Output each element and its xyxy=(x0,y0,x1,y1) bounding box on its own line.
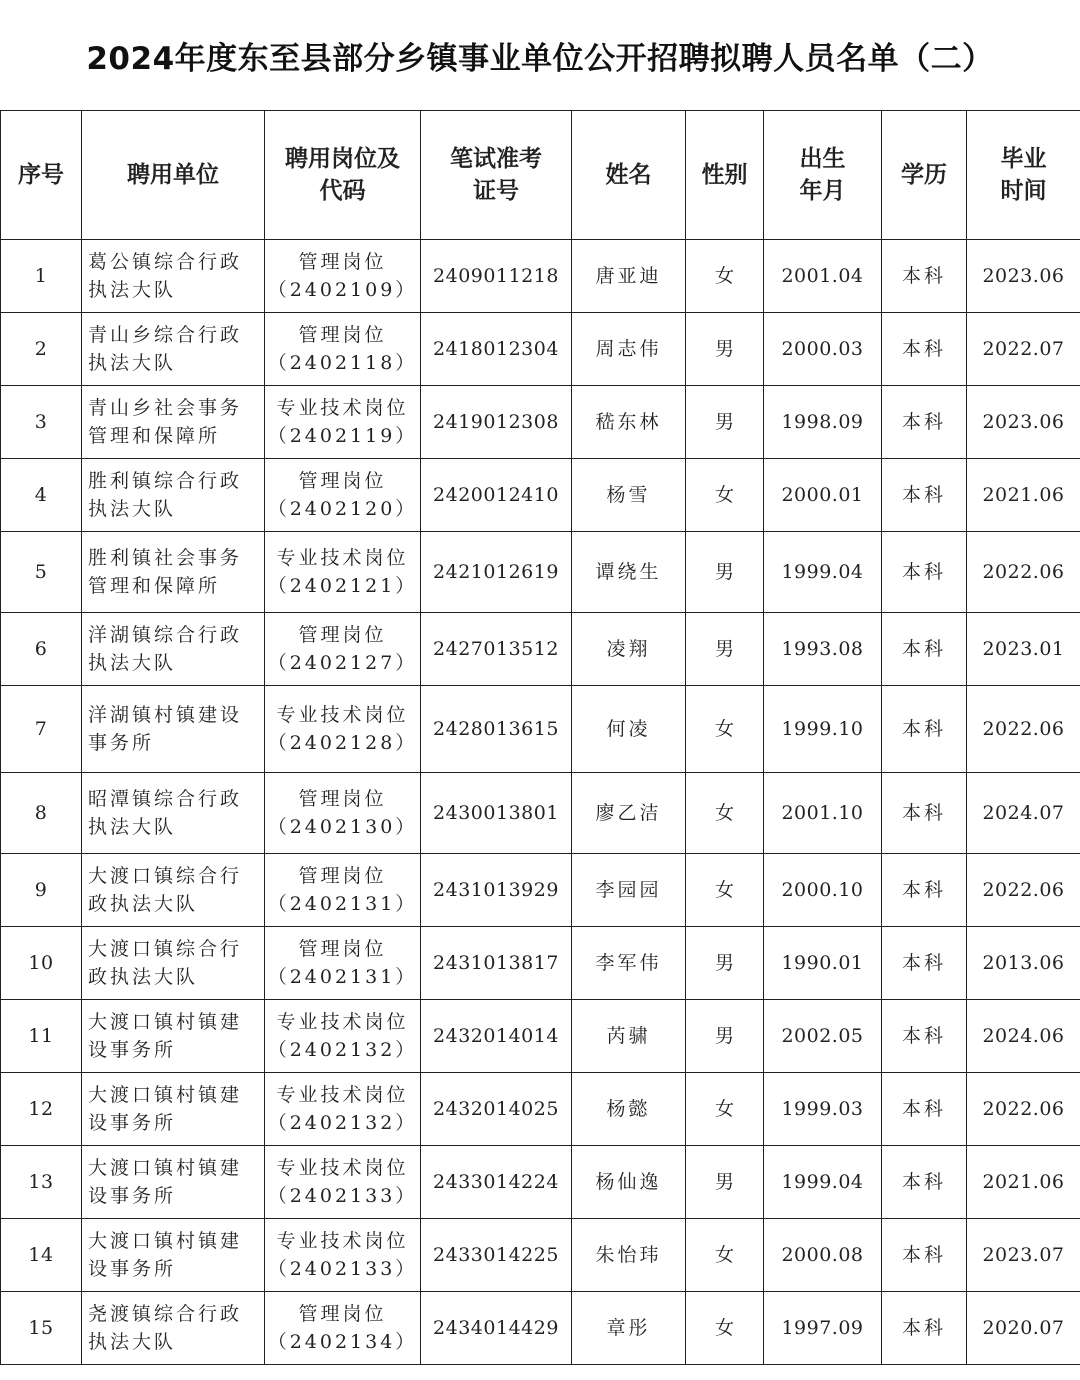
birth-cell: 2001.04 xyxy=(764,240,882,313)
graduation-cell: 2022.06 xyxy=(967,854,1080,927)
header-cell: 学历 xyxy=(882,111,967,240)
graduation-cell: 2021.06 xyxy=(967,1146,1080,1219)
education-cell: 本科 xyxy=(882,1073,967,1146)
exam-id-cell: 2419012308 xyxy=(421,386,572,459)
unit-cell: 大渡口镇综合行 政执法大队 xyxy=(82,927,265,1000)
seq-cell: 13 xyxy=(1,1146,82,1219)
name-cell: 杨懿 xyxy=(572,1073,686,1146)
table-row xyxy=(1,313,1080,386)
exam-id-cell: 2421012619 xyxy=(421,532,572,613)
name-cell: 杨仙逸 xyxy=(572,1146,686,1219)
table-header-row xyxy=(1,111,1080,240)
table-row xyxy=(1,1146,1080,1219)
gender-cell: 女 xyxy=(686,854,764,927)
seq-cell: 15 xyxy=(1,1292,82,1365)
education-cell: 本科 xyxy=(882,854,967,927)
position-cell: 管理岗位 （2402134） xyxy=(265,1292,421,1365)
position-cell: 专业技术岗位 （2402133） xyxy=(265,1219,421,1292)
graduation-cell: 2021.06 xyxy=(967,459,1080,532)
gender-cell: 男 xyxy=(686,1146,764,1219)
exam-id-cell: 2430013801 xyxy=(421,773,572,854)
name-cell: 谭绕生 xyxy=(572,532,686,613)
exam-id-cell: 2420012410 xyxy=(421,459,572,532)
page-title: 2024年度东至县部分乡镇事业单位公开招聘拟聘人员名单（二） xyxy=(86,40,994,77)
seq-cell: 8 xyxy=(1,773,82,854)
seq-cell: 1 xyxy=(1,240,82,313)
gender-cell: 男 xyxy=(686,613,764,686)
gender-cell: 女 xyxy=(686,686,764,773)
birth-cell: 2001.10 xyxy=(764,773,882,854)
gender-cell: 女 xyxy=(686,773,764,854)
seq-cell: 7 xyxy=(1,686,82,773)
graduation-cell: 2023.06 xyxy=(967,240,1080,313)
graduation-cell: 2022.07 xyxy=(967,313,1080,386)
birth-cell: 1999.10 xyxy=(764,686,882,773)
name-cell: 朱怡玮 xyxy=(572,1219,686,1292)
position-cell: 管理岗位 （2402109） xyxy=(265,240,421,313)
exam-id-cell: 2428013615 xyxy=(421,686,572,773)
education-cell: 本科 xyxy=(882,773,967,854)
exam-id-cell: 2432014025 xyxy=(421,1073,572,1146)
unit-cell: 大渡口镇村镇建 设事务所 xyxy=(82,1146,265,1219)
name-cell: 凌翔 xyxy=(572,613,686,686)
birth-cell: 1998.09 xyxy=(764,386,882,459)
education-cell: 本科 xyxy=(882,240,967,313)
education-cell: 本科 xyxy=(882,1146,967,1219)
name-cell: 周志伟 xyxy=(572,313,686,386)
seq-cell: 9 xyxy=(1,854,82,927)
position-cell: 管理岗位 （2402131） xyxy=(265,854,421,927)
unit-cell: 葛公镇综合行政 执法大队 xyxy=(82,240,265,313)
graduation-cell: 2022.06 xyxy=(967,686,1080,773)
birth-cell: 1990.01 xyxy=(764,927,882,1000)
name-cell: 廖乙洁 xyxy=(572,773,686,854)
seq-cell: 14 xyxy=(1,1219,82,1292)
unit-cell: 胜利镇社会事务 管理和保障所 xyxy=(82,532,265,613)
table-row xyxy=(1,1219,1080,1292)
name-cell: 芮骕 xyxy=(572,1000,686,1073)
education-cell: 本科 xyxy=(882,532,967,613)
graduation-cell: 2022.06 xyxy=(967,1073,1080,1146)
gender-cell: 男 xyxy=(686,532,764,613)
position-cell: 管理岗位 （2402130） xyxy=(265,773,421,854)
table-row xyxy=(1,1000,1080,1073)
education-cell: 本科 xyxy=(882,1292,967,1365)
name-cell: 章彤 xyxy=(572,1292,686,1365)
birth-cell: 2002.05 xyxy=(764,1000,882,1073)
gender-cell: 女 xyxy=(686,1292,764,1365)
table-row xyxy=(1,532,1080,613)
education-cell: 本科 xyxy=(882,613,967,686)
birth-cell: 1993.08 xyxy=(764,613,882,686)
gender-cell: 男 xyxy=(686,1000,764,1073)
personnel-table xyxy=(0,110,1080,1365)
header-cell: 聘用单位 xyxy=(82,111,265,240)
unit-cell: 大渡口镇村镇建 设事务所 xyxy=(82,1073,265,1146)
exam-id-cell: 2432014014 xyxy=(421,1000,572,1073)
name-cell: 李军伟 xyxy=(572,927,686,1000)
header-cell: 序号 xyxy=(1,111,82,240)
position-cell: 专业技术岗位 （2402121） xyxy=(265,532,421,613)
exam-id-cell: 2431013817 xyxy=(421,927,572,1000)
position-cell: 专业技术岗位 （2402132） xyxy=(265,1000,421,1073)
table-row xyxy=(1,240,1080,313)
graduation-cell: 2024.07 xyxy=(967,773,1080,854)
name-cell: 嵇东林 xyxy=(572,386,686,459)
unit-cell: 青山乡社会事务 管理和保障所 xyxy=(82,386,265,459)
birth-cell: 2000.01 xyxy=(764,459,882,532)
header-cell: 性别 xyxy=(686,111,764,240)
unit-cell: 洋湖镇综合行政 执法大队 xyxy=(82,613,265,686)
unit-cell: 大渡口镇综合行 政执法大队 xyxy=(82,854,265,927)
table-row xyxy=(1,927,1080,1000)
education-cell: 本科 xyxy=(882,386,967,459)
header-cell: 姓名 xyxy=(572,111,686,240)
education-cell: 本科 xyxy=(882,459,967,532)
birth-cell: 1999.04 xyxy=(764,1146,882,1219)
table-row xyxy=(1,386,1080,459)
seq-cell: 12 xyxy=(1,1073,82,1146)
birth-cell: 1997.09 xyxy=(764,1292,882,1365)
gender-cell: 女 xyxy=(686,240,764,313)
education-cell: 本科 xyxy=(882,313,967,386)
seq-cell: 6 xyxy=(1,613,82,686)
seq-cell: 4 xyxy=(1,459,82,532)
position-cell: 管理岗位 （2402127） xyxy=(265,613,421,686)
position-cell: 专业技术岗位 （2402119） xyxy=(265,386,421,459)
seq-cell: 5 xyxy=(1,532,82,613)
graduation-cell: 2013.06 xyxy=(967,927,1080,1000)
seq-cell: 3 xyxy=(1,386,82,459)
education-cell: 本科 xyxy=(882,1000,967,1073)
position-cell: 专业技术岗位 （2402133） xyxy=(265,1146,421,1219)
table-row xyxy=(1,773,1080,854)
gender-cell: 男 xyxy=(686,313,764,386)
seq-cell: 10 xyxy=(1,927,82,1000)
exam-id-cell: 2433014224 xyxy=(421,1146,572,1219)
position-cell: 专业技术岗位 （2402132） xyxy=(265,1073,421,1146)
table-row xyxy=(1,854,1080,927)
header-cell: 聘用岗位及 代码 xyxy=(265,111,421,240)
position-cell: 专业技术岗位 （2402128） xyxy=(265,686,421,773)
position-cell: 管理岗位 （2402131） xyxy=(265,927,421,1000)
exam-id-cell: 2418012304 xyxy=(421,313,572,386)
unit-cell: 胜利镇综合行政 执法大队 xyxy=(82,459,265,532)
unit-cell: 昭潭镇综合行政 执法大队 xyxy=(82,773,265,854)
position-cell: 管理岗位 （2402120） xyxy=(265,459,421,532)
birth-cell: 2000.10 xyxy=(764,854,882,927)
graduation-cell: 2020.07 xyxy=(967,1292,1080,1365)
table-row xyxy=(1,1073,1080,1146)
name-cell: 杨雪 xyxy=(572,459,686,532)
education-cell: 本科 xyxy=(882,686,967,773)
graduation-cell: 2023.07 xyxy=(967,1219,1080,1292)
birth-cell: 2000.03 xyxy=(764,313,882,386)
gender-cell: 女 xyxy=(686,1219,764,1292)
graduation-cell: 2023.06 xyxy=(967,386,1080,459)
table-row xyxy=(1,459,1080,532)
exam-id-cell: 2409011218 xyxy=(421,240,572,313)
name-cell: 唐亚迪 xyxy=(572,240,686,313)
header-cell: 毕业 时间 xyxy=(967,111,1080,240)
table-row xyxy=(1,1292,1080,1365)
unit-cell: 大渡口镇村镇建 设事务所 xyxy=(82,1219,265,1292)
birth-cell: 1999.03 xyxy=(764,1073,882,1146)
unit-cell: 大渡口镇村镇建 设事务所 xyxy=(82,1000,265,1073)
birth-cell: 2000.08 xyxy=(764,1219,882,1292)
header-cell: 笔试准考 证号 xyxy=(421,111,572,240)
exam-id-cell: 2434014429 xyxy=(421,1292,572,1365)
unit-cell: 青山乡综合行政 执法大队 xyxy=(82,313,265,386)
gender-cell: 女 xyxy=(686,1073,764,1146)
education-cell: 本科 xyxy=(882,927,967,1000)
gender-cell: 男 xyxy=(686,386,764,459)
graduation-cell: 2023.01 xyxy=(967,613,1080,686)
exam-id-cell: 2431013929 xyxy=(421,854,572,927)
unit-cell: 尧渡镇综合行政 执法大队 xyxy=(82,1292,265,1365)
exam-id-cell: 2427013512 xyxy=(421,613,572,686)
exam-id-cell: 2433014225 xyxy=(421,1219,572,1292)
birth-cell: 1999.04 xyxy=(764,532,882,613)
gender-cell: 女 xyxy=(686,459,764,532)
graduation-cell: 2024.06 xyxy=(967,1000,1080,1073)
graduation-cell: 2022.06 xyxy=(967,532,1080,613)
table-row xyxy=(1,613,1080,686)
seq-cell: 11 xyxy=(1,1000,82,1073)
header-cell: 出生 年月 xyxy=(764,111,882,240)
gender-cell: 男 xyxy=(686,927,764,1000)
position-cell: 管理岗位 （2402118） xyxy=(265,313,421,386)
seq-cell: 2 xyxy=(1,313,82,386)
name-cell: 李园园 xyxy=(572,854,686,927)
unit-cell: 洋湖镇村镇建设 事务所 xyxy=(82,686,265,773)
education-cell: 本科 xyxy=(882,1219,967,1292)
name-cell: 何凌 xyxy=(572,686,686,773)
table-row xyxy=(1,686,1080,773)
